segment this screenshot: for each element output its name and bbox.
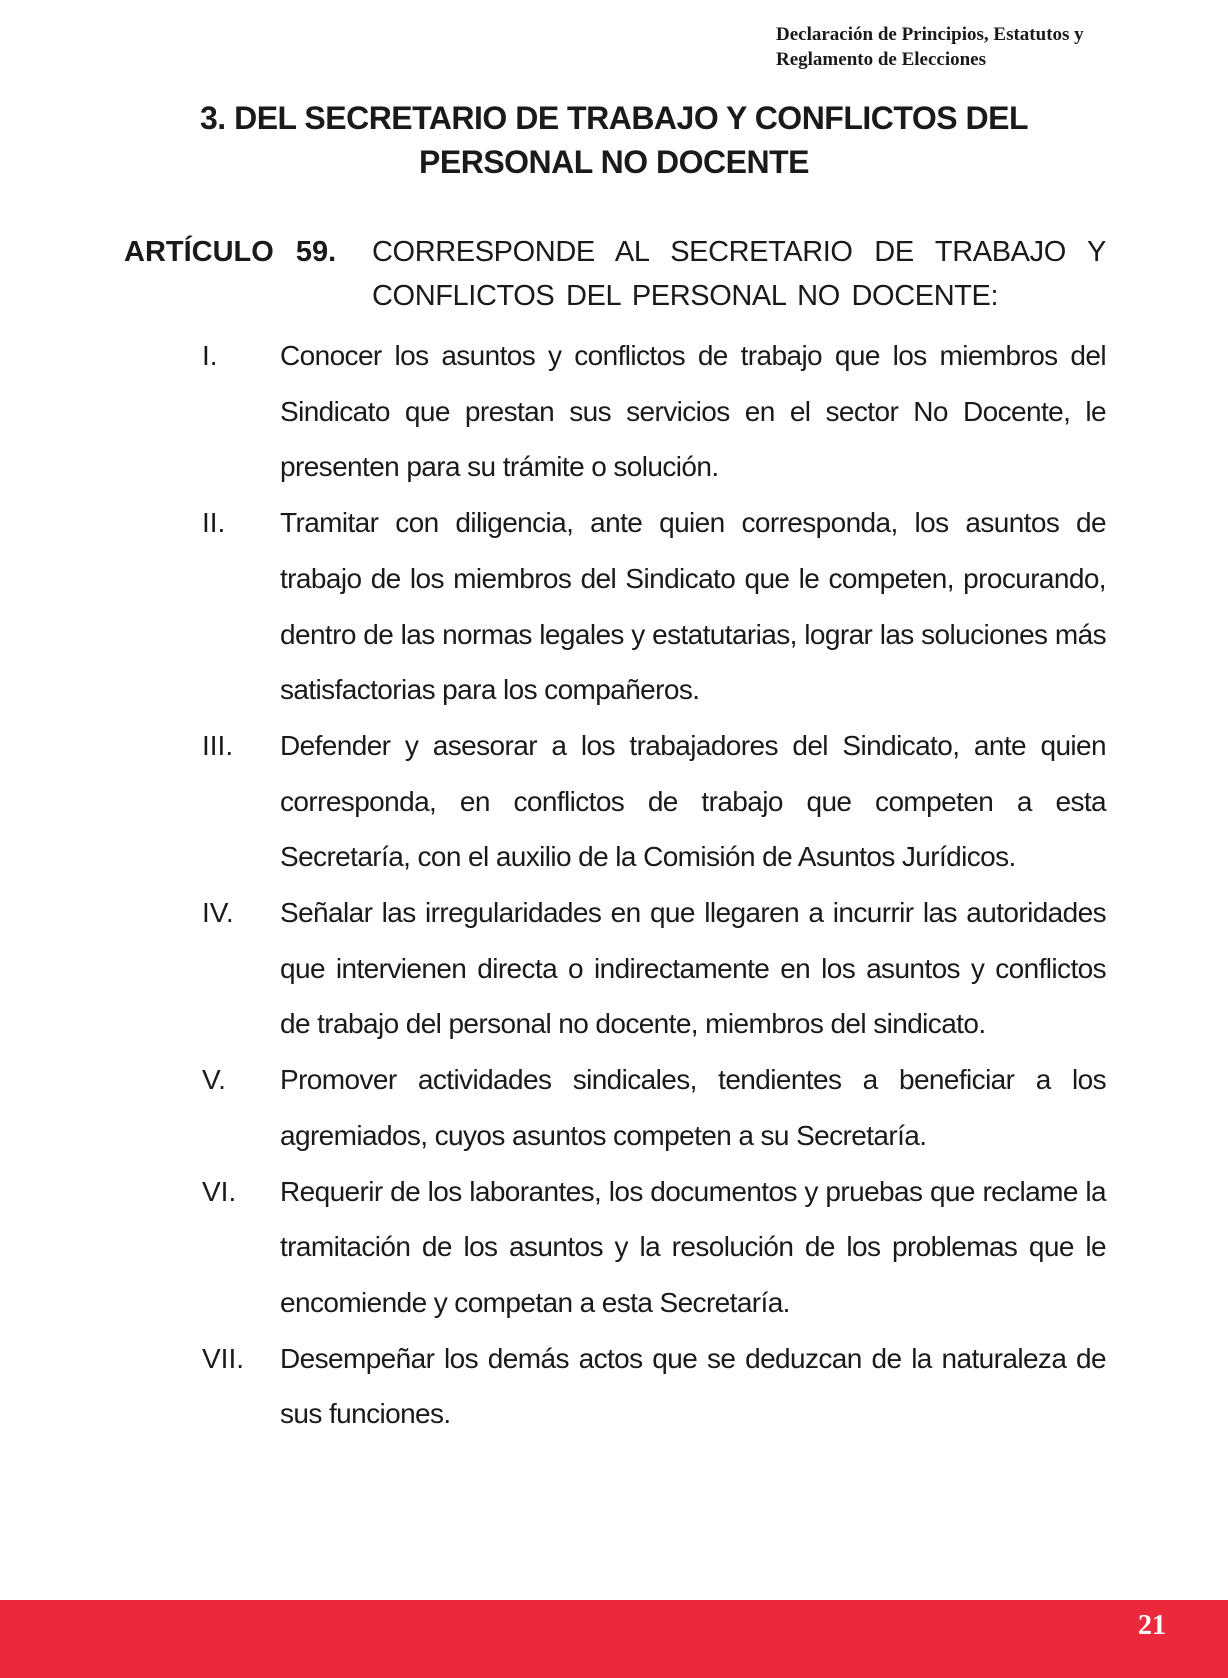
item-numeral: I. [202,340,218,371]
list-item [202,718,1106,885]
list-item [202,495,1106,718]
page-number: 21 [1138,1610,1166,1641]
running-header-line-2: Reglamento de Elecciones [776,49,987,70]
article-items-list [202,328,1106,1442]
list-item [202,328,1106,495]
item-text: Tramitar con diligencia, ante quien corresponda, los asuntos de trabajo de los miembros del Sindicato que le competen, procurando, dentro de las normas legales y estatutarias, lograr las soluciones más satisfactorias para los compañeros. [280,507,1106,706]
list-item [202,1052,1106,1163]
list-item [202,1164,1106,1331]
footer-band [0,1600,1228,1678]
item-text: Señalar las irregularidades en que llegaren a incurrir las autoridades que intervienen directa o indirectamente en los asuntos y conflictos de trabajo del personal no docente, miembros del sindicato. [280,897,1106,1040]
item-numeral: VI. [202,1175,237,1207]
item-text: Defender y asesorar a los trabajadores del Sindicato, ante quien corresponda, en conflictos de trabajo que competen a esta Secretaría, con el auxilio de la Comisión de Asuntos Jurídicos. [280,729,1106,873]
running-header-line-1: Declaración de Principios, Estatutos y [776,24,1084,45]
item-numeral: III. [202,729,234,761]
item-numeral: VII. [202,1342,245,1374]
running-header [776,22,1216,72]
list-item [202,885,1106,1052]
article-59 [124,230,1106,318]
section-title-line-2: PERSONAL NO DOCENTE [419,144,809,180]
item-numeral: II. [202,507,226,539]
item-numeral: V. [202,1064,226,1096]
item-text: Desempeñar los demás actos que se deduzcan de la naturaleza de sus funciones. [280,1342,1106,1430]
list-item [202,1331,1106,1442]
item-numeral: IV. [202,897,234,929]
section-title-line-1: 3. DEL SECRETARIO DE TRABAJO Y CONFLICTOS DEL [200,100,1028,136]
article-intro: CORRESPONDE AL SECRETARIO DE TRABAJO Y CONFLICTOS DEL PERSONAL NO DOCENTE: [372,236,1106,312]
item-text: Promover actividades sindicales, tendientes a beneficiar a los agremiados, cuyos asuntos competen a su Secretaría. [280,1064,1106,1151]
section-title [0,96,1228,184]
article-heading [124,230,1106,318]
item-text: Conocer los asuntos y conflictos de trabajo que los miembros del Sindicato que prestan sus servicios en el sector No Docente, le presenten para su trámite o solución. [280,340,1106,483]
item-text: Requerir de los laborantes, los documentos y pruebas que reclame la tramitación de los asuntos y la resolución de los problemas que le encomiende y competan a esta Secretaría. [280,1175,1106,1318]
article-label: ARTÍCULO 59. [124,236,337,268]
